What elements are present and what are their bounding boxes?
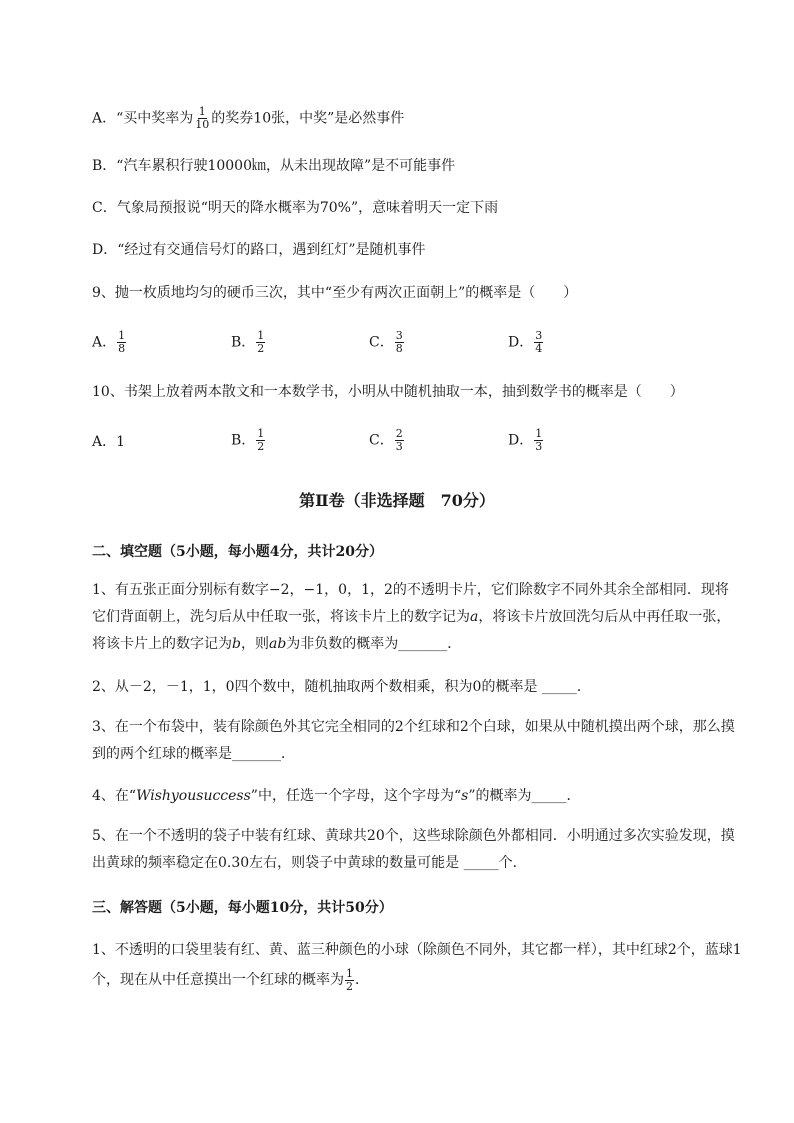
fraction-numerator: 3 — [535, 329, 543, 342]
fraction-numerator: 2 — [395, 427, 403, 440]
fill-q4-text3: ”的概率为_____． — [468, 788, 581, 804]
fill-q1-text4: 为非负数的概率为_______． — [286, 636, 462, 652]
q9-option-b — [231, 330, 266, 355]
q8-option-a-text1: A．“买中奖率为 — [92, 110, 194, 127]
q8-option-d: D．“经过有交通信号灯的路口，遇到红灯”是随机事件 — [92, 242, 426, 258]
q10-option-d — [508, 428, 544, 453]
fill-q1-text3: ，则 — [240, 636, 269, 652]
q8-option-b: B．“汽车累积行驶10000㎞，从未出现故障”是不可能事件 — [92, 158, 456, 174]
fraction-numerator: 1 — [257, 427, 265, 440]
fill-q1-text1: 1、有五张正面分别标有数字−2，−1，0，1，2的不透明卡片，它们除数字不同外其余全部相同．现将它们背面朝上，洗匀后从中任取一张，将该卡片上的数字记为 — [92, 582, 729, 625]
fill-q4 — [92, 783, 742, 810]
fill-q4-letter: s — [461, 788, 469, 804]
fraction-numerator: 1 — [535, 427, 543, 440]
q10-option-a: A．1 — [92, 434, 126, 450]
q9-option-a — [92, 330, 127, 355]
q8-option-a-text2: 的奖券10张，中奖”是必然事件 — [211, 110, 405, 127]
option-label: C． — [369, 334, 394, 351]
fill-section-title: 二、填空题（5小题，每小题4分，共计20分） — [92, 544, 383, 560]
answer-q1-text: 1、不透明的口袋里装有红、黄、蓝三种颜色的小球（除颜色不同外，其它都一样），其中红球2个，蓝球1个，现在从中任意摸出一个红球的概率为 — [92, 942, 742, 988]
q10-stem: 10、书架上放着两本散文和一本数学书，小明从中随机抽取一本，抽到数学书的概率是（ ） — [92, 384, 684, 400]
answer-section-title: 三、解答题（5小题，每小题10分，共计50分） — [92, 900, 393, 916]
fraction-numerator: 1 — [257, 329, 265, 342]
fraction-denominator: 8 — [395, 342, 403, 355]
variable-a: a — [470, 609, 479, 625]
q8-option-c: C．气象局预报说“明天的降水概率为70%”，意味着明天一定下雨 — [92, 200, 499, 216]
fraction-numerator: 1 — [198, 105, 206, 118]
fraction — [534, 330, 543, 355]
variable-b: b — [232, 636, 241, 652]
fraction — [395, 330, 404, 355]
answer-q1 — [92, 935, 742, 995]
q9-stem: 9、抛一枚质地均匀的硬币三次，其中“至少有两次正面朝上”的概率是（ ） — [92, 285, 578, 301]
fraction — [345, 968, 354, 993]
fraction — [117, 330, 126, 355]
q8-option-a — [92, 106, 404, 131]
q10-option-b — [231, 428, 266, 453]
fraction — [395, 428, 404, 453]
fill-q4-text1: 4、在“ — [92, 788, 137, 804]
option-label: A． — [92, 334, 117, 351]
variable-ab: ab — [268, 636, 287, 652]
option-label: B． — [231, 432, 256, 449]
fraction — [194, 106, 210, 131]
fraction-numerator: 1 — [346, 966, 353, 980]
fraction-denominator: 4 — [535, 342, 543, 355]
fraction — [256, 428, 265, 453]
option-label: D． — [508, 432, 534, 449]
fraction-denominator: 2 — [257, 440, 265, 453]
fill-q4-word: Wishyousuccess — [136, 788, 251, 804]
fraction-denominator: 3 — [395, 440, 403, 453]
fraction-denominator: 8 — [118, 342, 126, 355]
fraction-denominator: 2 — [257, 342, 265, 355]
answer-q1-end: ． — [355, 972, 369, 988]
fill-q4-text2: ”中，任选一个字母，这个字母为“ — [250, 788, 462, 804]
fill-q1-text2: ，将该卡片放回洗匀后从中再任取一张，将该卡片上的数字记为 — [92, 609, 731, 652]
fill-q2: 2、从－2，－1，1，0四个数中，随机抽取两个数相乘，积为0的概率是 _____． — [92, 679, 591, 695]
fill-q5: 5、在一个不透明的袋子中装有红球、黄球共20个，这些球除颜色外都相同．小明通过多次实验发现，摸出黄球的频率稳定在0.30左右，则袋子中黄球的数量可能是 _____个． — [92, 828, 735, 871]
fraction-numerator: 3 — [395, 329, 403, 342]
option-label: C． — [369, 432, 394, 449]
fraction — [256, 330, 265, 355]
q10-option-c — [369, 428, 405, 453]
option-label: B． — [231, 334, 256, 351]
fraction — [534, 428, 543, 453]
fraction-denominator: 10 — [195, 118, 210, 131]
part2-title: 第Ⅱ卷（非选择题 70分） — [299, 491, 495, 510]
q9-option-d — [508, 330, 544, 355]
fraction-denominator: 3 — [535, 440, 543, 453]
fraction-numerator: 1 — [118, 329, 126, 342]
q9-option-c — [369, 330, 405, 355]
fraction-denominator: 2 — [346, 979, 353, 993]
option-label: D． — [508, 334, 534, 351]
fill-q3: 3、在一个布袋中，装有除颜色外其它完全相同的2个红球和2个白球，如果从中随机摸出两个球，那么摸到的两个红球的概率是_______． — [92, 719, 735, 762]
fill-q1 — [92, 577, 742, 658]
